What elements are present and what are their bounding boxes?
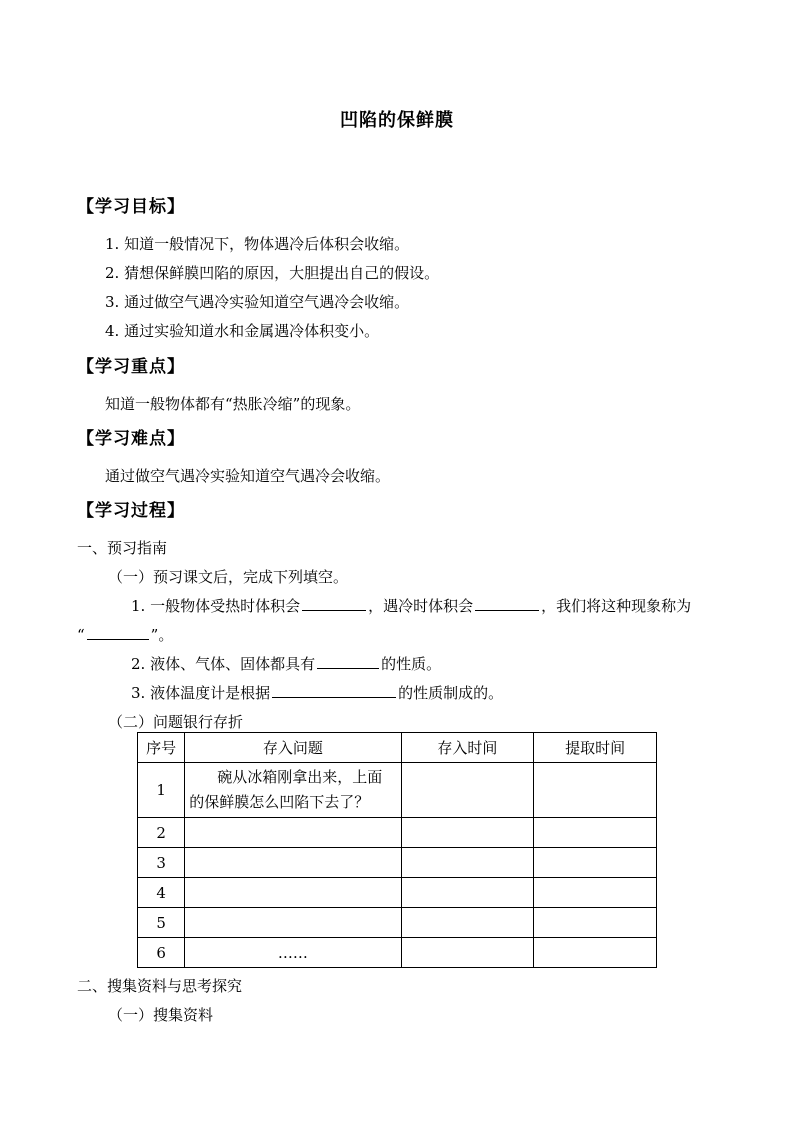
section-2-sub-1: （一）搜集资料 <box>108 1006 214 1024</box>
table-row <box>138 818 657 848</box>
key-points-text: 知道一般物体都有“热胀冷缩”的现象。 <box>105 395 361 413</box>
process-heading: 【学习过程】 <box>77 501 185 521</box>
row-question[interactable] <box>185 878 401 908</box>
table-header-row <box>138 733 657 763</box>
q1-part-1: 1. 一般物体受热时体积会 <box>131 597 301 615</box>
q2-part-1: 2. 液体、气体、固体都具有 <box>131 655 316 673</box>
q1-blank-3[interactable] <box>87 625 149 640</box>
table-row <box>138 908 657 938</box>
table-row <box>138 878 657 908</box>
table-row <box>138 763 657 818</box>
row-question[interactable] <box>185 848 401 878</box>
fill-question-1 <box>131 595 691 616</box>
fill-question-2 <box>131 653 441 674</box>
table-row <box>138 938 657 968</box>
row-withdraw-time[interactable] <box>534 818 657 848</box>
row-no: 6 <box>138 938 185 968</box>
table-row <box>138 848 657 878</box>
row-question[interactable] <box>185 818 401 848</box>
fill-question-3 <box>131 682 503 703</box>
objective-item-3: 3. 通过做空气遇冷实验知道空气遇冷会收缩。 <box>105 293 410 311</box>
q1-blank-1[interactable] <box>302 596 366 611</box>
row-withdraw-time[interactable] <box>534 938 657 968</box>
row-no: 2 <box>138 818 185 848</box>
objective-item-2: 2. 猜想保鲜膜凹陷的原因，大胆提出自己的假设。 <box>105 264 440 282</box>
page-title: 凹陷的保鲜膜 <box>340 110 454 131</box>
question-bank-table <box>137 732 657 968</box>
row-withdraw-time[interactable] <box>534 878 657 908</box>
row-question[interactable]: …… <box>185 938 401 968</box>
row-deposit-time[interactable] <box>401 763 534 818</box>
objective-item-1: 1. 知道一般情况下，物体遇冷后体积会收缩。 <box>105 235 410 253</box>
q2-part-2: 的性质。 <box>381 655 442 673</box>
q3-blank[interactable] <box>272 683 396 698</box>
objective-item-4: 4. 通过实验知道水和金属遇冷体积变小。 <box>105 322 380 340</box>
difficulties-heading: 【学习难点】 <box>77 429 185 449</box>
q1-part-2: ，遇冷时体积会 <box>368 597 474 615</box>
q1-part-3: ，我们将这种现象称为 <box>541 597 692 615</box>
row-deposit-time[interactable] <box>401 938 534 968</box>
row-withdraw-time[interactable] <box>534 908 657 938</box>
row-deposit-time[interactable] <box>401 818 534 848</box>
row-no: 4 <box>138 878 185 908</box>
q2-blank[interactable] <box>317 654 379 669</box>
row-question-text: 碗从冰箱刚拿出来，上面的保鲜膜怎么凹陷下去了？ <box>189 768 383 811</box>
section-1-title: 一、预习指南 <box>77 539 168 557</box>
difficulties-text: 通过做空气遇冷实验知道空气遇冷会收缩。 <box>105 467 391 485</box>
row-no: 1 <box>138 763 185 818</box>
key-points-heading: 【学习重点】 <box>77 357 185 377</box>
section-1-sub-2: （二）问题银行存折 <box>108 713 244 731</box>
q1-blank-2[interactable] <box>475 596 539 611</box>
header-withdraw-time: 提取时间 <box>534 733 657 763</box>
fill-question-1-cont <box>77 624 173 645</box>
section-1-sub-1: （一）预习课文后，完成下列填空。 <box>108 568 349 586</box>
section-2-title: 二、搜集资料与思考探究 <box>77 977 243 995</box>
row-no: 3 <box>138 848 185 878</box>
q1-close-quote: ”。 <box>150 626 174 644</box>
row-deposit-time[interactable] <box>401 908 534 938</box>
row-deposit-time[interactable] <box>401 878 534 908</box>
row-no: 5 <box>138 908 185 938</box>
row-question[interactable] <box>185 763 401 818</box>
q1-open-quote: “ <box>77 626 85 644</box>
row-deposit-time[interactable] <box>401 848 534 878</box>
header-deposit-time: 存入时间 <box>401 733 534 763</box>
objectives-heading: 【学习目标】 <box>77 197 185 217</box>
q3-part-1: 3. 液体温度计是根据 <box>131 684 271 702</box>
row-withdraw-time[interactable] <box>534 763 657 818</box>
q3-part-2: 的性质制成的。 <box>398 684 504 702</box>
header-question: 存入问题 <box>185 733 401 763</box>
row-withdraw-time[interactable] <box>534 848 657 878</box>
header-no: 序号 <box>138 733 185 763</box>
row-question[interactable] <box>185 908 401 938</box>
